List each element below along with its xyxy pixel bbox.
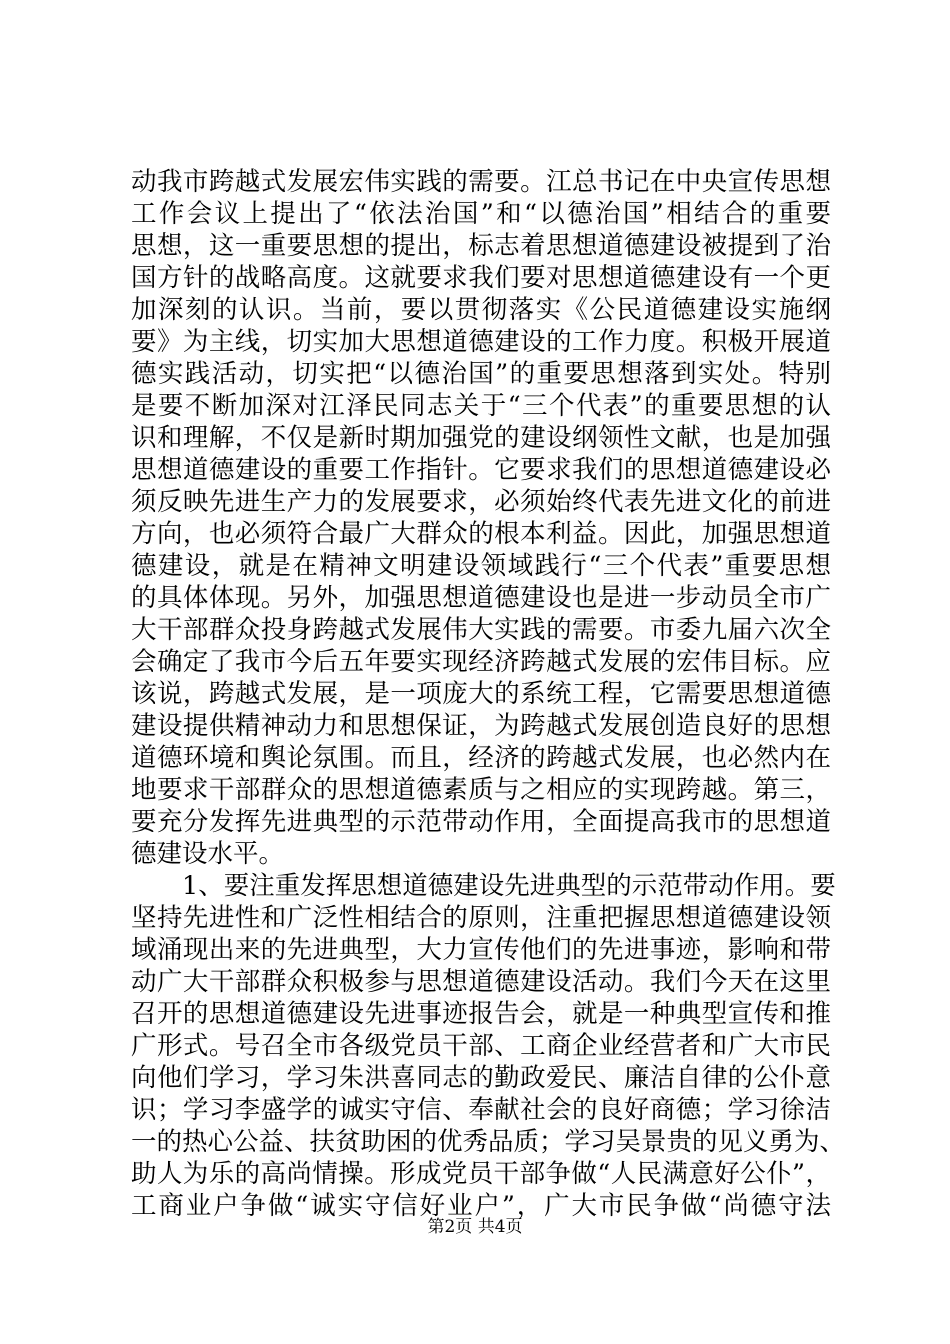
text-line: 要充分发挥先进典型的示范带动作用，全面提高我市的思想道 xyxy=(131,807,831,837)
text-line: 向他们学习，学习朱洪喜同志的勤政爱民、廉洁自律的公仆意 xyxy=(131,1063,831,1093)
page-number-footer: 第2页 共4页 xyxy=(427,1217,523,1237)
text-line: 1、要注重发挥思想道德建设先进典型的示范带动作用。要 xyxy=(182,871,836,901)
text-line: 思想，这一重要思想的提出，标志着思想道德建设被提到了治 xyxy=(131,231,831,261)
text-line: 识；学习李盛学的诚实守信、奉献社会的良好商德；学习徐洁 xyxy=(131,1095,831,1125)
text-line: 德建设水平。 xyxy=(131,839,285,869)
body-text xyxy=(131,166,846,1222)
text-line: 工作会议上提出了“依法治国”和“以德治国”相结合的重要 xyxy=(131,199,831,229)
text-line: 该说，跨越式发展，是一项庞大的系统工程，它需要思想道德 xyxy=(131,679,831,709)
text-line: 域涌现出来的先进典型，大力宣传他们的先进事迹，影响和带 xyxy=(131,935,831,965)
text-line: 德实践活动，切实把“以德治国”的重要思想落到实处。特别 xyxy=(131,359,831,389)
text-line: 广形式。号召全市各级党员干部、工商企业经营者和广大市民 xyxy=(131,1031,831,1061)
text-line: 思想道德建设的重要工作指针。它要求我们的思想道德建设必 xyxy=(131,455,831,485)
text-line: 德建设，就是在精神文明建设领域践行“三个代表”重要思想 xyxy=(131,551,831,581)
text-line: 坚持先进性和广泛性相结合的原则，注重把握思想道德建设领 xyxy=(131,903,831,933)
text-line: 大干部群众投身跨越式发展伟大实践的需要。市委九届六次全 xyxy=(131,615,831,645)
text-line: 动我市跨越式发展宏伟实践的需要。江总书记在中央宣传思想 xyxy=(131,167,831,197)
text-line: 建设提供精神动力和思想保证，为跨越式发展创造良好的思想 xyxy=(131,711,831,741)
text-line: 道德环境和舆论氛围。而且，经济的跨越式发展，也必然内在 xyxy=(131,743,831,773)
text-line: 是要不断加深对江泽民同志关于“三个代表”的重要思想的认 xyxy=(131,391,831,421)
text-line: 识和理解，不仅是新时期加强党的建设纲领性文献，也是加强 xyxy=(131,423,831,453)
text-line: 须反映先进生产力的发展要求，必须始终代表先进文化的前进 xyxy=(131,487,831,517)
text-line: 要》为主线，切实加大思想道德建设的工作力度。积极开展道 xyxy=(131,327,831,357)
text-line: 的具体体现。另外，加强思想道德建设也是进一步动员全市广 xyxy=(131,583,831,613)
text-line: 会确定了我市今后五年要实现经济跨越式发展的宏伟目标。应 xyxy=(131,647,831,677)
text-line: 工商业户争做“诚实守信好业户”，广大市民争做“尚德守法 xyxy=(131,1191,831,1221)
text-line: 召开的思想道德建设先进事迹报告会，就是一种典型宣传和推 xyxy=(131,999,831,1029)
text-line: 一的热心公益、扶贫助困的优秀品质；学习吴景贵的见义勇为、 xyxy=(131,1127,846,1157)
text-line: 方向，也必须符合最广大群众的根本利益。因此，加强思想道 xyxy=(131,519,831,549)
text-line: 助人为乐的高尚情操。形成党员干部争做“人民满意好公仆”， xyxy=(131,1159,831,1189)
text-line: 国方针的战略高度。这就要求我们要对思想道德建设有一个更 xyxy=(131,263,831,293)
text-line: 动广大干部群众积极参与思想道德建设活动。我们今天在这里 xyxy=(131,967,831,997)
text-line: 地要求干部群众的思想道德素质与之相应的实现跨越。第三， xyxy=(131,775,831,805)
text-line: 加深刻的认识。当前，要以贯彻落实《公民道德建设实施纲 xyxy=(131,295,831,325)
